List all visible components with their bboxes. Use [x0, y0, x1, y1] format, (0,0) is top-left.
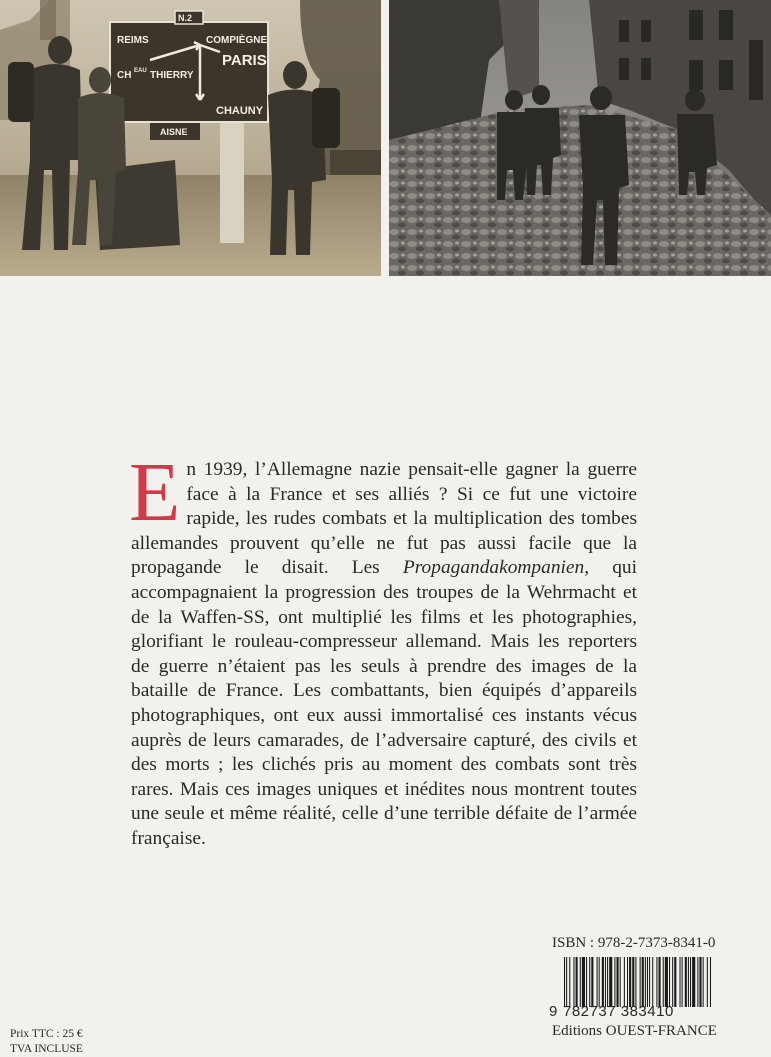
- sign-eau-text: EAU: [134, 68, 147, 74]
- barcode-number: [549, 1003, 717, 1020]
- price-block: [10, 1027, 83, 1057]
- barcode-graphic: [564, 957, 712, 1007]
- sign-thierry-text: THIERRY: [150, 70, 194, 81]
- sign-number-text: N.2: [178, 13, 193, 23]
- barcode-digits-left: 782737: [563, 1003, 617, 1020]
- sign-ch-text: CH: [117, 70, 132, 81]
- back-cover-blurb: [129, 446, 637, 852]
- blurb-text-part2: , qui accompagnaient la progression des troupes de la Wehrmacht et de la Waffen-SS, ont multiplié les films et les photographies, glorifiant le rouleau-compresseur allemand. Mais les reporters de guerre n’étaient pas les seuls à prendre des images de la bataille de France. Les combattants, bien équipés d’appareils photographiques, ont eux aussi immortalisé ces instants vécus auprès de leurs camarades, de l’adversaire capturé, des civils et des morts ; les clichés pris au moment des combats sont très rares. Mais ces images uniques et inédites nous montrent toutes une seule et même réalité, celle d’une terrible défaite de l’armée française.: [131, 557, 637, 849]
- tax-text: TVA INCLUSE: [10, 1043, 83, 1055]
- photo-soldiers-roadsign: [0, 0, 381, 276]
- isbn-label: ISBN : 978-2-7373-8341-0: [552, 935, 716, 951]
- sign-aisne-text: AISNE: [160, 127, 188, 137]
- publisher-name: Editions OUEST-FRANCE: [552, 1023, 717, 1039]
- sign-reims-text: REIMS: [117, 35, 149, 46]
- price-text: Prix TTC : 25 €: [10, 1028, 83, 1040]
- photo-soldiers-ruins: [389, 0, 771, 276]
- sign-compiegne-text: COMPIÈGNE: [206, 35, 268, 46]
- barcode-digits-right: 383410: [620, 1003, 674, 1020]
- sign-paris-text: PARIS: [222, 52, 267, 69]
- blurb-text-part1: n 1939, l’Allemagne nazie pensait-elle gagner la guerre face à la France et ses alliés ? Si ce fut une victoire rapide, les rudes combats et la multiplication des tombes allemandes prouvent qu’elle ne fut pas aussi facile que la propagande le disait. Les: [131, 459, 637, 579]
- drop-cap: E: [129, 446, 181, 539]
- blurb-italic-term: Propagandakompanien: [402, 557, 585, 579]
- sign-chauny-text: CHAUNY: [216, 105, 264, 117]
- barcode-digit-lead: 9: [549, 1003, 558, 1020]
